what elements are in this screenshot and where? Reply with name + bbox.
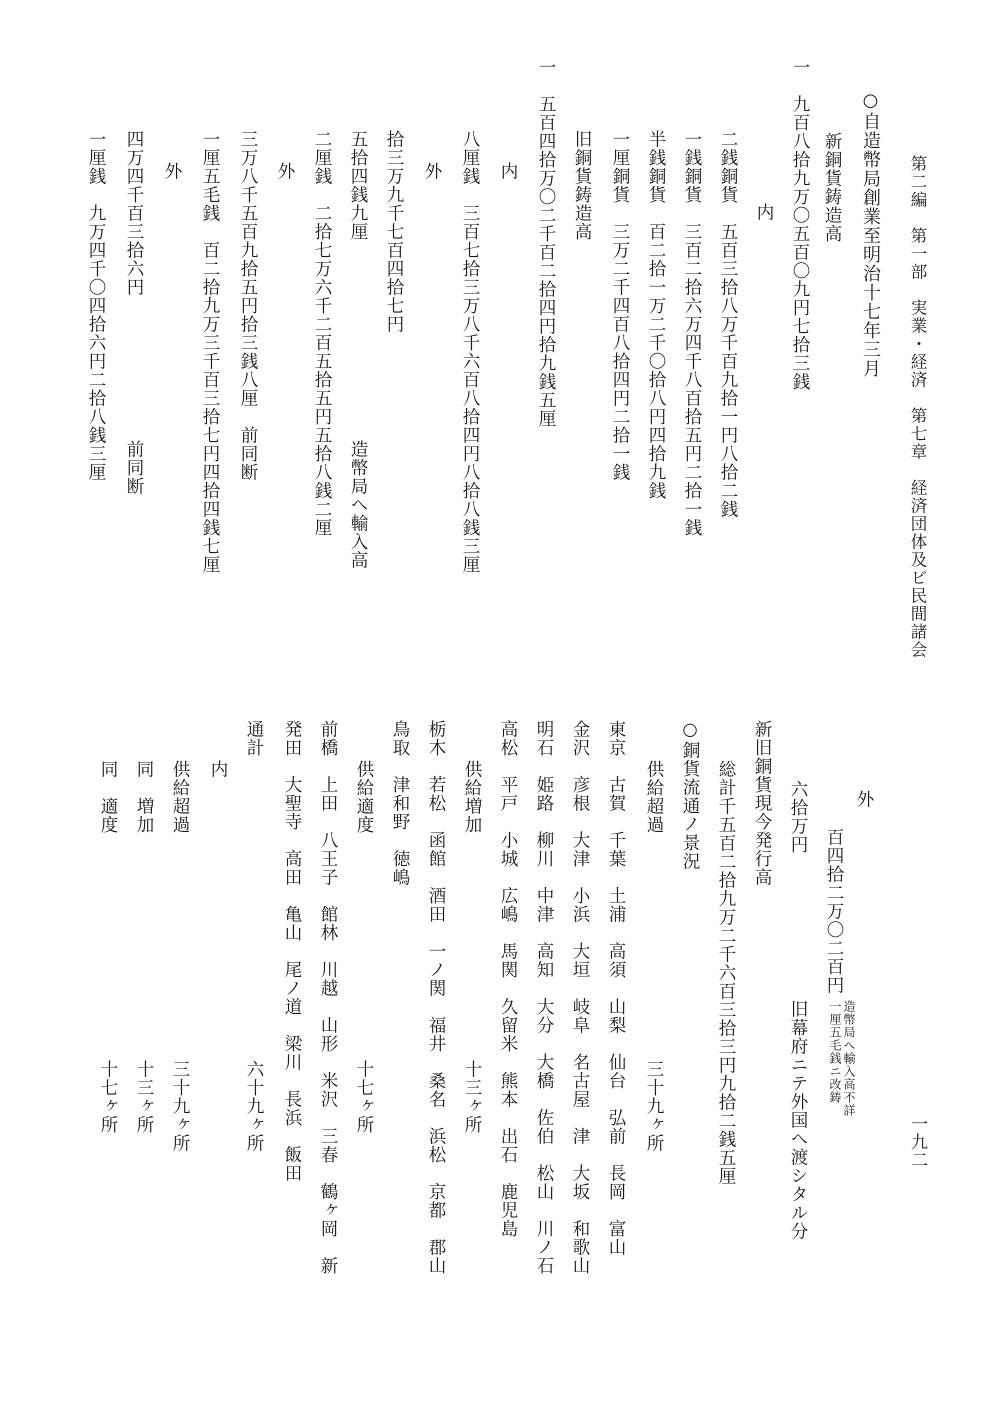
upper-line: 一 [790,58,810,77]
upper-line: 一厘銅貨 三万二千四百八拾四円二拾一銭 [610,130,630,482]
upper-line: 拾三万九千七百四拾七円 [384,130,404,334]
upper-line: 外 [422,162,442,181]
lower-line: 供給増加 [462,760,482,834]
lower-line: 同 増加 [134,760,154,834]
lower-line: 十三ヶ所 [462,1060,482,1134]
lower-line: 六十九ヶ所 [244,1060,264,1153]
upper-line: 一厘五毛銭 百二拾九万三千百三拾七円四拾四銭七厘 [200,130,220,574]
upper-line: 九百八拾九万〇五百〇九円七拾三銭 [790,95,810,391]
upper-line: 八厘銭 三百七拾三万八千六百八拾四円八拾八銭三厘 [460,130,480,574]
lower-line: 総計千五百二拾九万二千六百三拾三円九拾二銭五厘 [716,760,736,1186]
upper-line: 五百四拾万〇二千百二拾四円拾九銭五厘 [536,95,556,428]
lower-line: 外 [854,790,874,809]
upper-line: 一厘銭 九万四千〇四拾六円二拾八銭三厘 [86,130,106,482]
lower-line: 供給超過 [644,760,664,834]
lower-line: 金沢 彦根 大津 小浜 大垣 岐阜 名古屋 津 大坂 和歌山 [570,720,590,1275]
upper-line: 外 [162,162,182,181]
lower-line: 十三ヶ所 [134,1060,154,1134]
lower-line: 前橋 上田 八王子 館林 川越 山形 米沢 三春 鶴ヶ岡 新 [318,720,338,1275]
upper-line: 二厘銭 二拾七万六千二百五拾五円五拾八銭二厘 [312,130,332,537]
lower-line: 内 [208,760,228,779]
lower-line: 高松 平戸 小城 広嶋 馬関 久留米 熊本 出石 鹿児島 [498,720,518,1238]
lower-line: 新旧銅貨現今発行高 [752,720,772,887]
upper-line: 旧銅貨鋳造高 [572,130,592,241]
lower-line: 百四拾二万〇二百円 [824,828,844,995]
running-head: 第二編 第一部 実業・経済 第七章 経済団体及ビ民間諸会 [908,155,927,659]
page-number: 一九二 [907,1115,927,1169]
upper-line: 外 [275,162,295,181]
upper-line: 一銭銅貨 三百二拾六万四千八百拾五円二拾一銭 [682,130,702,537]
lower-line: 十七ヶ所 [98,1060,118,1134]
lower-line: 栃木 若松 函館 酒田 一ノ関 福井 桑名 浜松 京都 郡山 [426,720,446,1275]
upper-line: ○自造幣局創業至明治十七年三月 [860,90,881,378]
lower-line: ○銅貨流通ノ景況 [680,720,700,871]
upper-line: 造幣局へ輸入高 [348,440,368,570]
upper-line: 新銅貨鋳造高 [822,132,842,243]
lower-line: 一厘五毛銭ニ改鋳 [828,1000,842,1104]
upper-line: 内 [754,203,774,222]
lower-line: 発田 大聖寺 高田 亀山 尾ノ道 梁川 長浜 飯田 [282,720,302,1183]
lower-line: 供給適度 [354,760,374,834]
lower-line: 三十九ヶ所 [170,1060,190,1153]
lower-line: 十七ヶ所 [354,1060,374,1134]
upper-line: 前同断 [124,440,144,496]
lower-line: 同 適度 [98,760,118,834]
upper-line: 五拾四銭九厘 [348,130,368,241]
upper-line: 半銭銅貨 百二拾一万二千〇拾八円四拾九銭 [646,130,666,500]
lower-line: 鳥取 津和野 徳嶋 [390,720,410,887]
upper-line: 二銭銅貨 五百三拾八万千百九拾一円八拾二銭 [718,130,738,519]
lower-line: 三十九ヶ所 [644,1060,664,1153]
lower-line: 造幣局へ輸入高不詳 [842,1000,856,1117]
lower-line: 供給超過 [170,760,190,834]
lower-line: 東京 古賀 千葉 土浦 高須 山梨 仙台 弘前 長岡 富山 [606,720,626,1257]
upper-line: 内 [498,162,518,181]
upper-line: 三万八千五百九拾五円拾三銭八厘 前同断 [238,130,258,482]
lower-line: 明石 姫路 柳川 中津 高知 大分 大橋 佐伯 松山 川ノ石 [534,720,554,1275]
upper-line: 一 [536,58,556,77]
lower-line: 六拾万円 [788,780,808,854]
upper-line: 四万四千百三拾六円 [124,130,144,297]
lower-line: 旧幕府ニテ外国へ渡シタル分 [788,1000,808,1241]
lower-line: 通計 [244,720,264,757]
